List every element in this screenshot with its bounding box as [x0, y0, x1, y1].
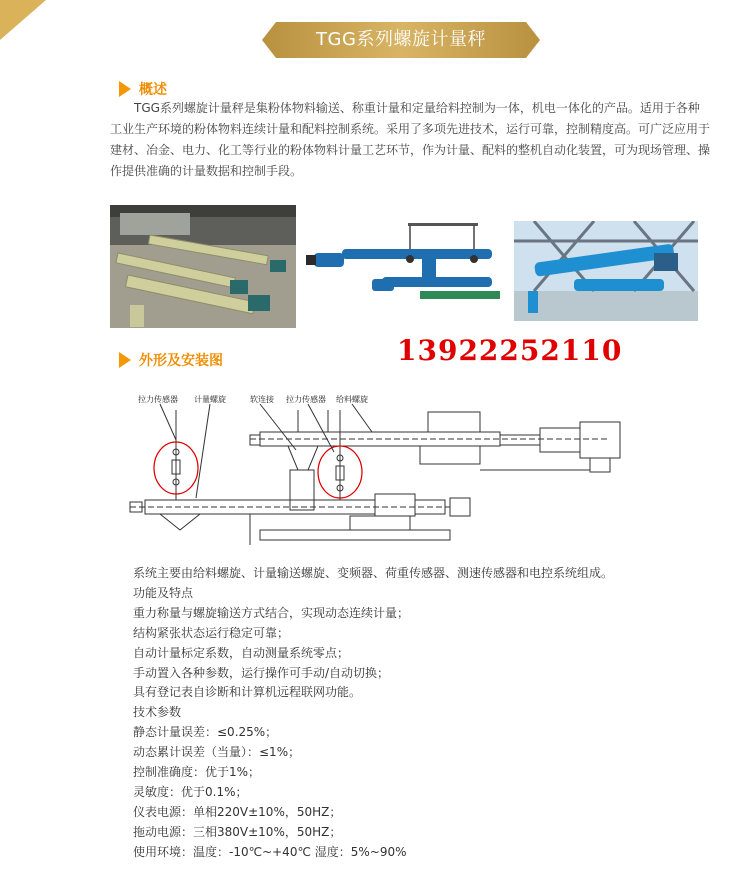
spec-list: [133, 564, 693, 863]
triangle-bullet-icon: [119, 352, 131, 368]
spec-line: 灵敏度：优于0.1%；: [133, 784, 248, 799]
spec-line: 自动计量标定系数，自动测量系统零点；: [133, 645, 350, 660]
spec-line: 静态计量误差：≤0.25%；: [133, 725, 278, 740]
overview-heading-label: 概述: [139, 82, 167, 98]
spec-line: 控制准确度：优于1%；: [133, 765, 261, 780]
spec-line: 具有登记表自诊断和计算机远程联网功能。: [133, 685, 362, 700]
spec-line: 功能及特点: [133, 585, 194, 600]
label-feeding-screw: 给料螺旋: [336, 395, 368, 404]
spec-line: 技术参数: [133, 705, 182, 720]
installation-diagram: [120, 390, 630, 555]
label-soft-connection: 软连接: [250, 395, 274, 404]
corner-decoration: [0, 0, 50, 42]
photo-outdoor-installation: [514, 221, 698, 321]
spec-line: 重力称量与螺旋输送方式结合，实现动态连续计量；: [133, 605, 410, 620]
label-metering-screw: 计量螺旋: [194, 395, 226, 404]
layout-heading-label: 外形及安装图: [139, 353, 223, 369]
spec-line: 动态累计误差（当量）：≤1%；: [133, 745, 301, 760]
photo-factory-floor: [110, 205, 296, 328]
overview-text: TGG系列螺旋计量秤是集粉体物料输送、称重计量和定量给料控制为一体，机电一体化的产品。适用于各种工业生产环境的粉体物料连续计量和配料控制系统。采用了多项先进技术，运行可靠，控制精度高。可广泛应用于建材、冶金、电力、化工等行业的粉体物料计量工艺环节，作为计量、配料的整机自动化装置，可为现场管理、操作提供准确的计量数据和控制手段。: [110, 101, 711, 178]
banner-title: TGG系列螺旋计量秤: [316, 29, 486, 50]
triangle-bullet-icon: [119, 81, 131, 97]
spec-line: 使用环境：温度：-10℃~+40℃ 湿度：5%~90%: [133, 844, 407, 859]
spec-line: 仪表电源：单相220V±10%，50HZ；: [133, 804, 342, 819]
overview-heading: [119, 79, 167, 99]
title-banner: [262, 22, 540, 58]
spec-line: 结构紧张状态运行稳定可靠；: [133, 625, 290, 640]
photo-dual-screw-scale: [302, 217, 506, 319]
spec-line: 拖动电源：三相380V±10%，50HZ；: [133, 824, 342, 839]
phone-number: 13922252110: [397, 334, 623, 367]
label-tension-sensor-right: 拉力传感器: [286, 395, 326, 404]
layout-heading: [119, 350, 223, 370]
label-tension-sensor-left: 拉力传感器: [138, 395, 178, 404]
spec-line: 系统主要由给料螺旋、计量输送螺旋、变频器、荷重传感器、测速传感器和电控系统组成。: [133, 566, 614, 580]
spec-line: 手动置入各种参数，运行操作可手动/自动切换；: [133, 665, 390, 680]
